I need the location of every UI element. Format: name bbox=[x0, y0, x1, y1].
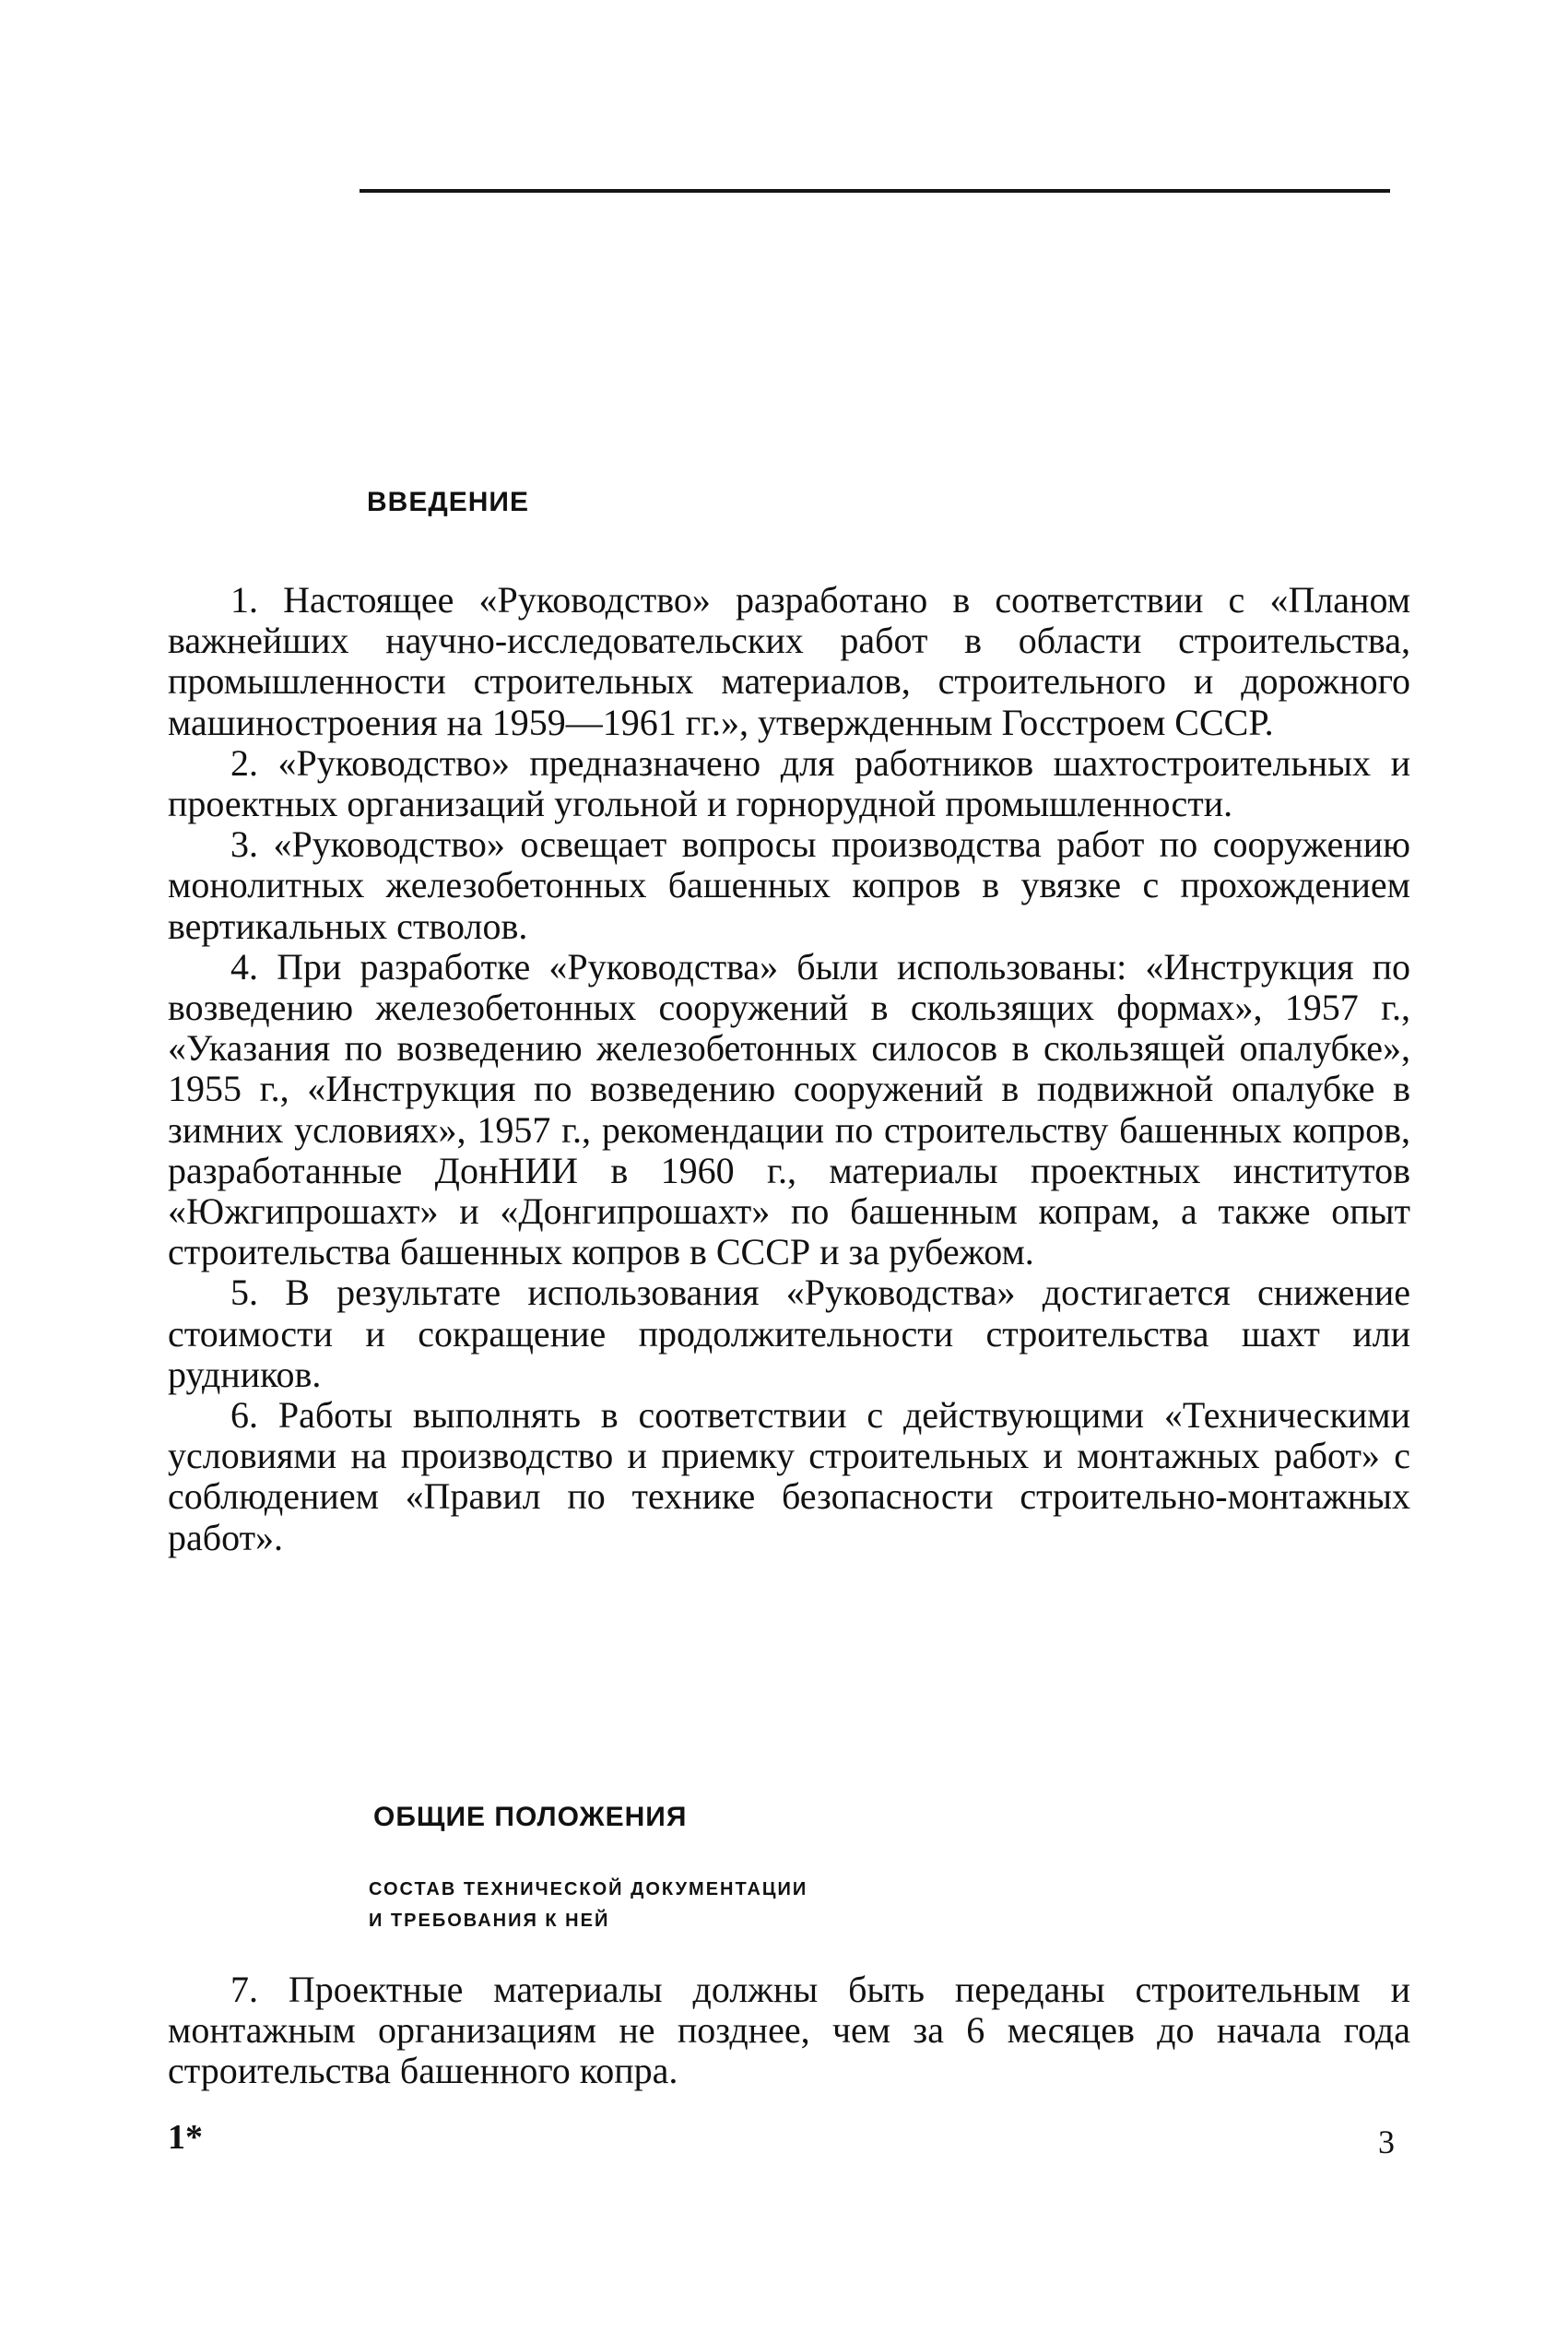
paragraph-4: 4. При разработке «Руководства» были использованы: «Инструкция по возведению железобетонных сооружений в скользящих формах», 1957 г., «Указания по возведению железобетонных силосов в скользящей опалубке», 1955 г., «Инструкция по возведению сооружений в подвижной опалубке в зимних условиях», 1957 г., рекомендации по строительству башенных копров, разработанные ДонНИИ в 1960 г., материалы проектных институтов «Южгипрошахт» и «Донгипрошахт» по башенным копрам, а также опыт строительства башенных копров в СССР и за рубежом. bbox=[168, 945, 1410, 1273]
top-horizontal-rule bbox=[360, 189, 1390, 193]
section-heading-general: ОБЩИЕ ПОЛОЖЕНИЯ bbox=[373, 1802, 688, 1832]
page-number: 3 bbox=[1378, 2124, 1395, 2160]
paragraph-7: 7. Проектные материалы должны быть переданы строительным и монтажным организациям не позднее, чем за 6 месяцев до начала года строительства башенного копра. bbox=[168, 1969, 1410, 2092]
subsection-heading-line-2: И ТРЕБОВАНИЯ К НЕЙ bbox=[369, 1911, 610, 1931]
signature-mark: 1* bbox=[168, 2118, 203, 2157]
paragraph-2: 2. «Руководство» предназначено для работников шахтостроительных и проектных организаций угольной и горнорудной промышленности. bbox=[168, 741, 1410, 825]
section-heading-intro: ВВЕДЕНИЕ bbox=[367, 487, 529, 517]
paragraph-1: 1. Настоящее «Руководство» разработано в соответствии с «Планом важнейших научно-исследовательских работ в области строительства, промышленности строительных материалов, строительного и дорожного машиностроения на 1959—1961 гг.», утвержденным Госстроем СССР. bbox=[168, 579, 1410, 743]
general-text bbox=[168, 1970, 1410, 2092]
paragraph-3: 3. «Руководство» освещает вопросы производства работ по сооружению монолитных железобетонных башенных копров в увязке с прохождением вертикальных стволов. bbox=[168, 823, 1410, 947]
paragraph-5: 5. В результате использования «Руководства» достигается снижение стоимости и сокращение продолжительности строительства шахт или рудников. bbox=[168, 1272, 1410, 1395]
paragraph-6: 6. Работы выполнять в соответствии с действующими «Техническими условиями на производство и приемку строительных и монтажных работ» с соблюдением «Правил по технике безопасности строительно-монтажных работ». bbox=[168, 1394, 1410, 1558]
subsection-heading-line-1: СОСТАВ ТЕХНИЧЕСКОЙ ДОКУМЕНТАЦИИ bbox=[369, 1879, 808, 1899]
intro-text bbox=[168, 580, 1410, 1558]
